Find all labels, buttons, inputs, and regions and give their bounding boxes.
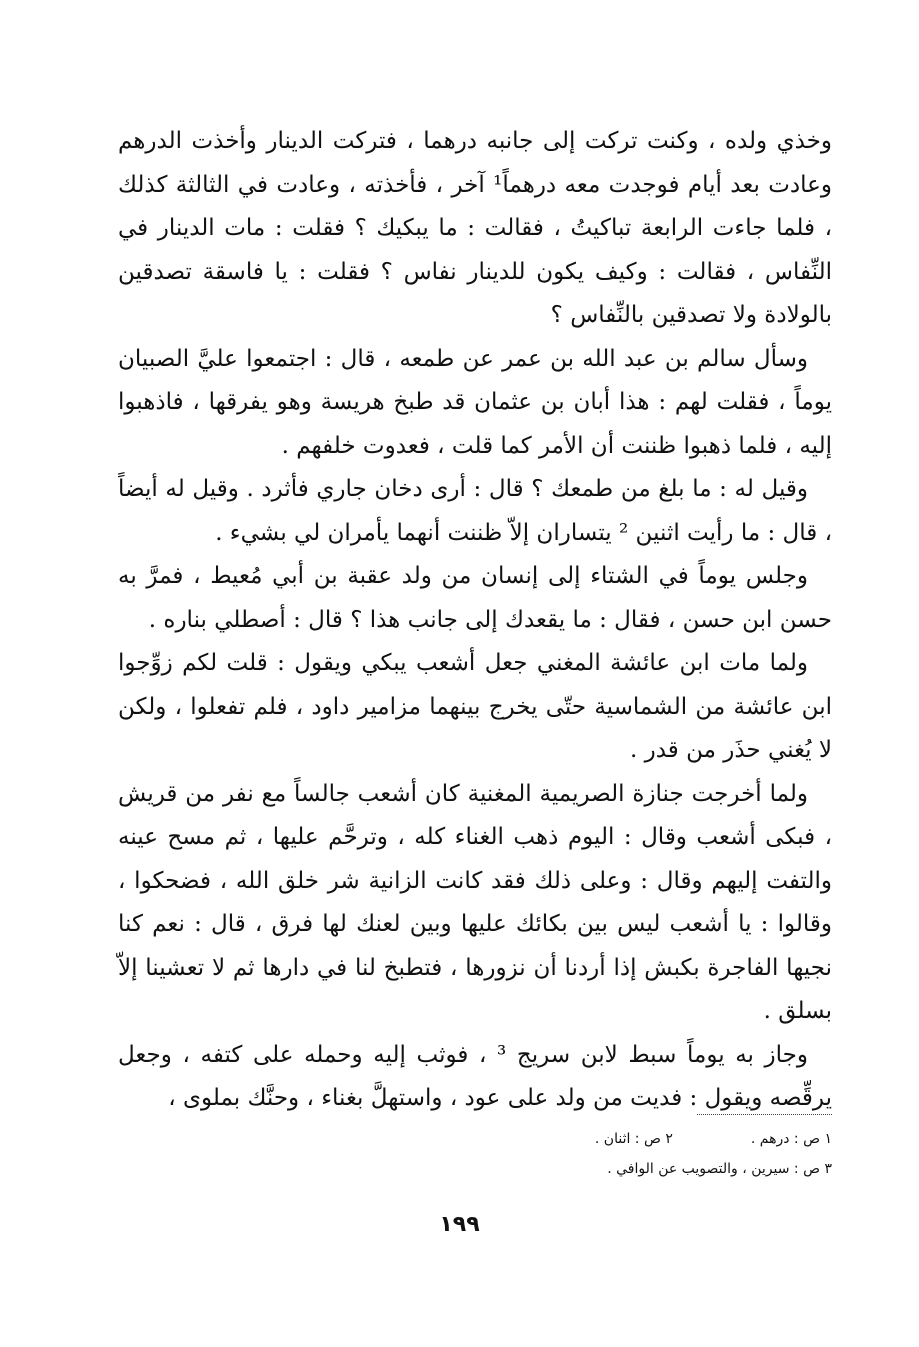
main-text (118, 120, 832, 1121)
paragraph-4: وجلس يوماً في الشتاء إلى إنسان من ولد عقبة بن أبي مُعيط ، فمرَّ به حسن ابن حسن ، فقال : ما يقعدك إلى جانب هذا ؟ قال : أصطلي بناره . (118, 563, 832, 633)
footnote-row-1 (118, 1124, 832, 1154)
footnote-divider (697, 1114, 832, 1115)
footnotes (118, 1124, 832, 1184)
paragraph-7: وجاز به يوماً سبط لابن سريج ³ ، فوثب إليه وحمله على كتفه ، وجعل يرقِّصه ويقول : فديت من ولد على عود ، واستهلَّ بغناء ، وحنَّك بملوى ، (118, 1041, 832, 1111)
page-number: ١٩٩ (439, 1212, 480, 1237)
paragraph-3: وقيل له : ما بلغ من طمعك ؟ قال : أرى دخان جاري فأثرد . وقيل له أيضاً ، قال : ما رأيت اثنين ² يتساران إلاّ ظننت أنهما يأمران لي بشيء . (118, 476, 832, 546)
paragraph-5: ولما مات ابن عائشة المغني جعل أشعب يبكي ويقول : قلت لكم زوِّجوا ابن عائشة من الشماسية حتّى يخرج بينهما مزامير داود ، فلم تفعلوا ، ولكن لا يُغني حذَر من قدر . (118, 650, 832, 763)
footnote-1: ١ ص : درهم . (750, 1131, 832, 1147)
footnote-2: ٢ ص : اثنان . (594, 1131, 673, 1147)
footnote-3: ٣ ص : سيرين ، والتصويب عن الوافي . (607, 1161, 832, 1177)
paragraph-2: وسأل سالم بن عبد الله بن عمر عن طمعه ، قال : اجتمعوا عليَّ الصبيان يوماً ، فقلت لهم : هذا أبان بن عثمان قد طبخ هريسة وهو يفرقها ، فاذهبوا إليه ، فلما ذهبوا ظننت أن الأمر كما قلت ، فعدوت خلفهم . (118, 345, 832, 459)
paragraph-6: ولما أخرجت جنازة الصريمية المغنية كان أشعب جالساً مع نفر من قريش ، فبكى أشعب وقال : اليوم ذهب الغناء كله ، وترحَّم عليها ، ثم مسح عينه والتفت إليهم وقال : وعلى ذلك فقد كانت الزانية شر خلق الله ، فضحكوا ، وقالوا : يا أشعب ليس بين بكائك عليها وبين لعنك لها فرق ، قال : نعم كنا نجيها الفاجرة بكبش إذا أردنا أن نزورها ، فتطبخ لنا في دارها ثم لا تعشينا إلاّ بسلق . (118, 780, 832, 1024)
paragraph-1: وخذي ولده ، وكنت تركت إلى جانبه درهما ، فتركت الدينار وأخذت الدرهم وعادت بعد أيام فوجدت معه درهماً¹ آخر ، فأخذته ، وعادت في الثالثة كذلك ، فلما جاءت الرابعة تباكيتُ ، فقالت : ما يبكيك ؟ فقلت : مات الدينار في النِّفاس ، فقالت : وكيف يكون للدينار نفاس ؟ فقلت : يا فاسقة تصدقين بالولادة ولا تصدقين بالنِّفاس ؟ (118, 128, 832, 328)
